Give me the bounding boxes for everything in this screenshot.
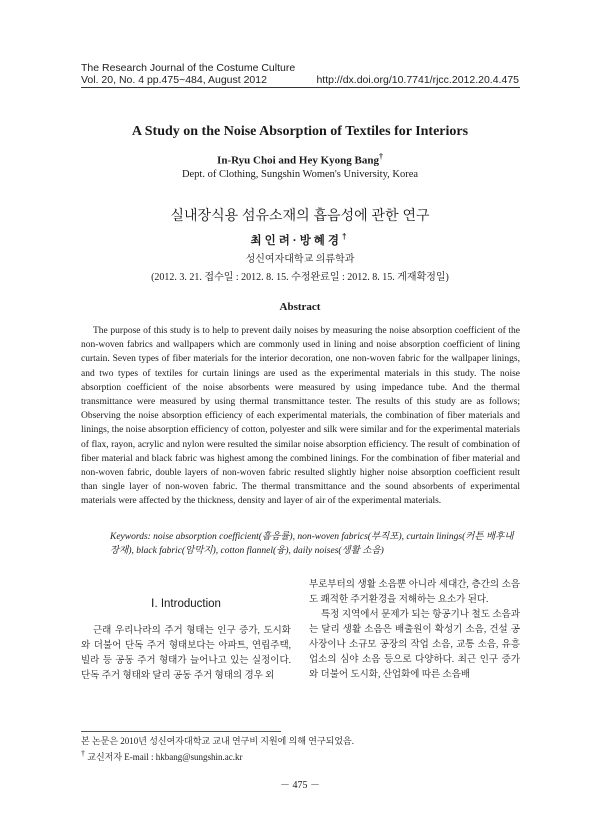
footnotes bbox=[81, 736, 354, 763]
author-line bbox=[0, 152, 600, 167]
corresponding-mark: † bbox=[378, 152, 383, 161]
journal-name: The Research Journal of the Costume Culture bbox=[81, 62, 296, 74]
korean-title: 실내장식용 섬유소재의 흡음성에 관한 연구 bbox=[170, 207, 430, 223]
keywords: Keywords: noise absorption coefficient(흡음률), non-woven fabrics(부직포), curtain linings(커튼 배후내장재), black fabric(암막지), cotton flannel(융), daily noises(생활 소음) bbox=[110, 532, 514, 557]
korean-author-line bbox=[0, 232, 600, 248]
footnote-rule bbox=[81, 731, 281, 732]
intro-right-paragraph-1: 부로부터의 생활 소음뿐 아니라 세대간, 층간의 소음도 쾌적한 주거환경을 저해하는 요소가 된다. bbox=[309, 580, 520, 605]
page-number: － 475 － bbox=[280, 780, 320, 791]
abstract-heading: Abstract bbox=[279, 301, 321, 313]
doi-link[interactable]: http://dx.doi.org/10.7741/rjcc.2012.20.4.475 bbox=[316, 74, 519, 86]
korean-authors: 최인려·방혜경 bbox=[250, 235, 343, 247]
journal-volume: Vol. 20, No. 4 pp.475~484, August 2012 bbox=[81, 74, 267, 86]
affiliation: Dept. of Clothing, Sungshin Women's University, Korea bbox=[181, 169, 419, 180]
section-heading-introduction: Ⅰ. Introduction bbox=[151, 598, 221, 610]
korean-affiliation: 성신여자대학교 의류학과 bbox=[245, 254, 355, 265]
footnote-contact bbox=[81, 748, 354, 764]
intro-left-column: 근래 우리나라의 주거 형태는 인구 증가, 도시화와 더불어 단독 주거 형태보다는 아파트, 연립주택, 빌라 등 공동 주거 형태가 늘어나고 있는 실정이다. 단독 주거 형태와 달리 공동 주거 형태의 경우 외 bbox=[81, 626, 291, 681]
intro-right-column bbox=[309, 578, 520, 683]
paper-title: A Study on the Noise Absorption of Textiles for Interiors bbox=[131, 124, 469, 139]
footnote-dagger: † bbox=[81, 748, 85, 758]
footnote-funding: 본 논문은 2010년 성신여자대학교 교내 연구비 지원에 의해 연구되었음. bbox=[81, 736, 354, 746]
abstract-text: The purpose of this study is to help to prevent daily noises by measuring the noise absorption coefficient of the non-woven fabrics and wallpapers which are commonly used in lining and noise absorption coefficient of lining curtain. Seven types of fiber materials for the interior decoration, one non-woven fabric for the wallpaper linings, and two types of textiles for curtain linings are used as the experimental materials in this study. The noise absorption coefficient of the noise absorbents were measured by using impedance tube. And the thermal transmittance were measured by using thermal transmittance tester. The results of this study are as follows; Observing the noise absorption efficiency of each experimental materials, the combination of fiber materials and linings, the noise absorption efficiency of cotton, polyester and silk were similar and for the experimental materials of flax, rayon, acrylic and nylon were resulted the similar noise absorption efficiency. The result of combination of fiber material and black fabric was highest among the combined linings. For the combination of fiber material and non-woven fabric, double layers of non-woven fabric resulted slightly higher noise absorption coefficient result than single layer of non-woven fabric. The thermal transmittance and the sound absorbents of experimental materials were affected by the thickness, density and layer of air of the experimental materials. bbox=[81, 326, 520, 507]
authors: In-Ryu Choi and Hey Kyong Bang bbox=[217, 154, 379, 167]
intro-right-paragraph-2: 특정 지역에서 문제가 되는 항공기나 철도 소음과는 달리 생활 소음은 배출원이 확성기 소음, 건설 공사장이나 소규모 공장의 작업 소음, 교통 소음, 유흥업소의 심야 소음 등으로 다양하다. 최근 인구 증가와 더불어 도시화, 산업화에 따른 소음배 bbox=[309, 610, 520, 680]
journal-header bbox=[81, 62, 295, 86]
korean-corresponding-mark: † bbox=[342, 232, 350, 242]
footnote-email: 교신저자 E-mail : hkbang@sungshin.ac.kr bbox=[87, 751, 243, 762]
submission-dates: (2012. 3. 21. 접수일 : 2012. 8. 15. 수정완료일 : 2012. 8. 15. 게재확정일) bbox=[151, 272, 449, 283]
header-rule bbox=[81, 87, 520, 88]
